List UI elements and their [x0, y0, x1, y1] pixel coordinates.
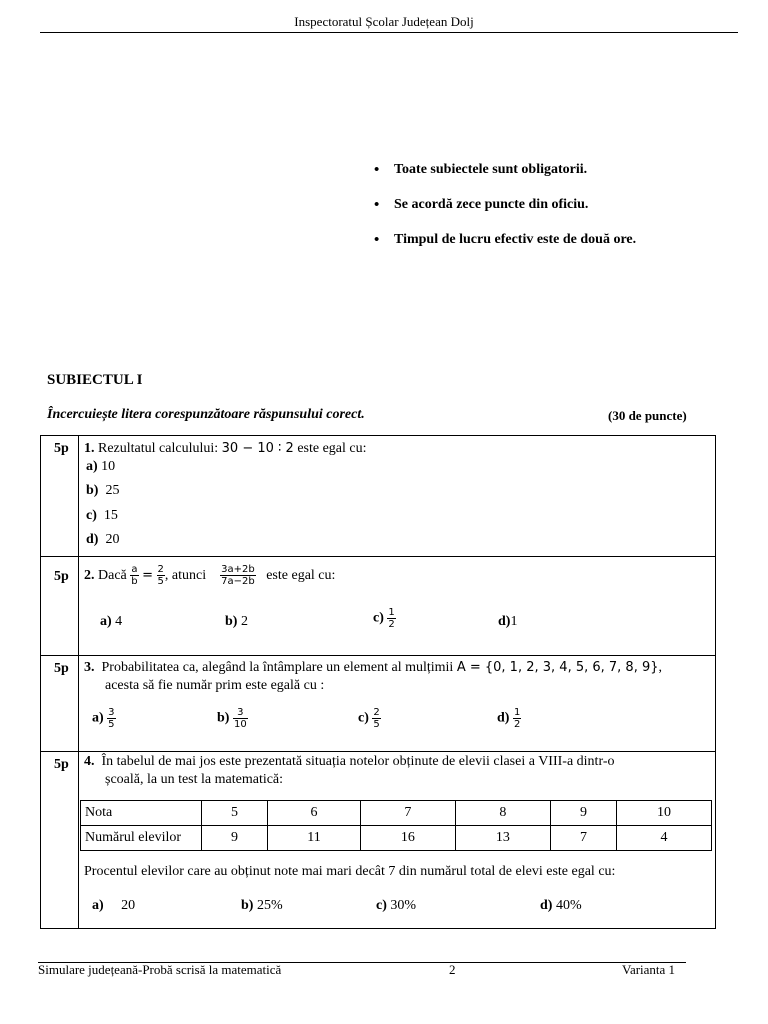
q4-text-line1: 4. În tabelul de mai jos este prezentată situația notelor obținute de elevii clasei a VIII-a dintr-o	[84, 754, 615, 769]
q1-number: 1.	[84, 441, 95, 456]
q2-option-a[interactable]: a) 4	[100, 614, 123, 629]
footer-variant: Varianta 1	[622, 962, 676, 977]
q3-option-c[interactable]: c) $\frac{2}{5}$	[358, 707, 380, 730]
points-column-divider	[78, 436, 79, 928]
table-cell: 10	[616, 801, 711, 826]
row-divider	[40, 655, 716, 656]
table-cell: 16	[360, 826, 455, 851]
q3-number: 3.	[84, 660, 95, 675]
q2-daca: Dacă	[98, 568, 127, 583]
footer-title: Simulare județeană-Probă scrisă la matematică	[38, 962, 282, 977]
q4-points: 5p	[54, 757, 69, 772]
page-number: 2	[449, 962, 456, 977]
grades-table	[80, 800, 712, 851]
table-cell: 7	[550, 826, 616, 851]
q1-text	[84, 440, 367, 458]
q2-text-end: este egal cu:	[266, 568, 336, 583]
q3-option-d[interactable]: d) $\frac{1}{2}$	[497, 707, 521, 730]
q2-option-d[interactable]: d)1	[498, 614, 518, 629]
q2-points: 5p	[54, 569, 69, 584]
q1-points: 5p	[54, 441, 69, 456]
q2-number: 2.	[84, 568, 95, 583]
q2-option-b[interactable]: b) 2	[225, 614, 248, 629]
bullet-item: • Toate subiectele sunt obligatorii.	[372, 160, 752, 195]
q2-text	[84, 561, 335, 591]
q1-text-start: Rezultatul calculului:	[98, 441, 222, 456]
table-cell: 9	[550, 801, 616, 826]
q3-option-b[interactable]: b) $\frac{3}{10}$	[217, 707, 247, 730]
q4-text-line2: școală, la un test la matematică:	[105, 772, 284, 787]
q2-fraction-value: $\frac{2}{5}$	[157, 564, 164, 588]
instructions-list	[372, 160, 752, 265]
table-cell: 5	[202, 801, 268, 826]
q1-option-d[interactable]: d) 20	[86, 532, 120, 547]
q4-question: Procentul elevilor care au obținut note mai mari decât 7 din numărul total de elevi este egal cu:	[84, 864, 616, 879]
q4-number: 4.	[84, 754, 95, 769]
q1-expression: 30 − 10 ∶ 2	[221, 441, 294, 456]
table-cell: 11	[268, 826, 361, 851]
table-cell: 4	[616, 826, 711, 851]
q3-points: 5p	[54, 661, 69, 676]
q1-option-c[interactable]: c) 15	[86, 508, 118, 523]
q2-fraction-expression: $\frac{3a+2b}{7a-2b}$	[221, 564, 255, 588]
q1-option-a[interactable]: a) 10	[86, 459, 116, 474]
table-header-cell: Nota	[81, 801, 202, 826]
table-cell: 13	[455, 826, 550, 851]
table-cell: 9	[202, 826, 268, 851]
bullet-item: • Timpul de lucru efectiv este de două ore.	[372, 230, 752, 265]
section-instruction: Încercuiește litera corespunzătoare răspunsului corect.	[47, 407, 365, 422]
table-cell: 6	[268, 801, 361, 826]
q1-text-end: este egal cu:	[293, 441, 367, 456]
q3-set: A = {0, 1, 2, 3, 4, 5, 6, 7, 8, 9}	[456, 660, 659, 675]
q1-option-b[interactable]: b) 25	[86, 483, 120, 498]
q3-text-line2: acesta să fie număr prim este egală cu :	[105, 678, 325, 693]
q2-fraction-ab: $\frac{a}{b}$	[131, 564, 138, 588]
table-cell: 8	[455, 801, 550, 826]
row-divider	[40, 751, 716, 752]
q2-option-c[interactable]: c) $\frac{1}{2}$	[373, 607, 395, 630]
table-row	[81, 826, 712, 851]
header-divider	[40, 32, 738, 33]
table-header-cell: Numărul elevilor	[81, 826, 202, 851]
table-row	[81, 801, 712, 826]
q4-option-b[interactable]: b) 25%	[241, 898, 283, 913]
q4-option-a[interactable]: a) 20	[92, 898, 136, 913]
q4-option-d[interactable]: d) 40%	[540, 898, 582, 913]
row-divider	[40, 556, 716, 557]
q3-option-a[interactable]: a) $\frac{3}{5}$	[92, 707, 115, 730]
page-header: Inspectoratul Școlar Județean Dolj	[294, 14, 474, 29]
q2-atunci: , atunci	[164, 568, 207, 583]
section-points: (30 de puncte)	[608, 408, 687, 423]
table-cell: 7	[360, 801, 455, 826]
q4-option-c[interactable]: c) 30%	[376, 898, 417, 913]
bullet-item: • Se acordă zece puncte din oficiu.	[372, 195, 752, 230]
section-title: SUBIECTUL I	[47, 372, 143, 388]
q2-equals: =	[142, 568, 154, 583]
q3-text-line1: 3. Probabilitatea ca, alegând la întâmplare un element al mulțimii A = {0, 1, 2, 3, 4, 5, 6, 7, 8, 9},	[84, 660, 663, 675]
